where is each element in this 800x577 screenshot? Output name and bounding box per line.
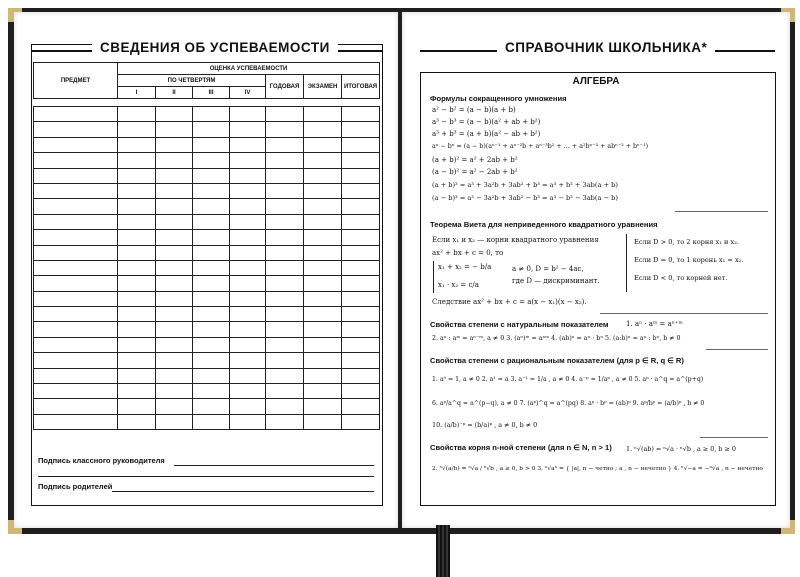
vieta-cases: Если D > 0, то 2 корня x₁ и x₂. xyxy=(634,238,739,246)
grade-cell[interactable] xyxy=(266,276,304,291)
grade-cell[interactable] xyxy=(304,337,342,352)
grade-cell[interactable] xyxy=(342,153,380,168)
grade-cell[interactable] xyxy=(230,276,266,291)
grade-cell[interactable] xyxy=(118,291,156,306)
table-row xyxy=(34,214,380,229)
grade-cell[interactable] xyxy=(342,168,380,183)
vieta-text: a ≠ 0, D = b² − 4ac, xyxy=(512,265,584,273)
grade-cell[interactable] xyxy=(193,214,230,229)
grade-cell[interactable] xyxy=(304,291,342,306)
grade-cell[interactable] xyxy=(342,245,380,260)
exam-header: ЭКЗАМЕН xyxy=(304,75,342,99)
quarter-3-header: III xyxy=(193,87,230,99)
grade-cell[interactable] xyxy=(193,291,230,306)
grade-cell[interactable] xyxy=(193,122,230,137)
grade-cell[interactable] xyxy=(342,260,380,275)
table-row xyxy=(34,368,380,383)
grade-cell[interactable] xyxy=(342,137,380,152)
grade-cell[interactable] xyxy=(342,214,380,229)
table-row xyxy=(34,230,380,245)
grade-cell[interactable] xyxy=(266,368,304,383)
grade-cell[interactable] xyxy=(156,153,193,168)
table-row xyxy=(34,153,380,168)
grade-cell[interactable] xyxy=(342,199,380,214)
grade-cell[interactable] xyxy=(118,307,156,322)
grade-cell[interactable] xyxy=(156,353,193,368)
grade-cell[interactable] xyxy=(118,107,156,122)
subject-cell[interactable] xyxy=(34,291,118,306)
grade-cell[interactable] xyxy=(230,199,266,214)
grade-cell[interactable] xyxy=(156,107,193,122)
rational-power-rules: 6. aᵖ/a^q = a^(p−q), a ≠ 0 7. (aᵖ)^q = a^(pq) 8. aᵖ · bᵖ = (ab)ᵖ 9. aᵖ/bᵖ = (a/b)ᵖ , b ≠ 0 xyxy=(432,400,705,407)
grade-cell[interactable] xyxy=(230,245,266,260)
formula-line: (a − b)² = a² − 2ab + b² xyxy=(432,168,518,176)
section-divider xyxy=(600,313,768,314)
subject-cell[interactable] xyxy=(34,384,118,399)
quarter-2-header: II xyxy=(156,87,193,99)
grade-cell[interactable] xyxy=(230,307,266,322)
grade-cell[interactable] xyxy=(304,384,342,399)
vieta-text: ax² + bx + c = 0, то xyxy=(432,249,504,257)
grade-cell[interactable] xyxy=(230,337,266,352)
grade-cell[interactable] xyxy=(118,399,156,414)
subject-cell[interactable] xyxy=(34,183,118,198)
annual-header: ГОДОВАЯ xyxy=(266,75,304,99)
grade-cell[interactable] xyxy=(193,199,230,214)
subject-cell[interactable] xyxy=(34,230,118,245)
grade-cell[interactable] xyxy=(156,276,193,291)
formula-line: a³ − b³ = (a − b)(a² + ab + b²) xyxy=(432,118,541,126)
grade-cell[interactable] xyxy=(156,230,193,245)
teacher-signature-label: Подпись классного руководителя xyxy=(38,456,165,465)
subject-header: ПРЕДМЕТ xyxy=(34,63,118,99)
subject-cell[interactable] xyxy=(34,276,118,291)
grade-cell[interactable] xyxy=(193,137,230,152)
subject-cell[interactable] xyxy=(34,107,118,122)
grade-cell[interactable] xyxy=(193,337,230,352)
vieta-text: x₁ + x₂ = − b/a xyxy=(438,263,492,271)
grade-cell[interactable] xyxy=(156,214,193,229)
grade-cell[interactable] xyxy=(118,183,156,198)
grade-cell[interactable] xyxy=(230,414,266,429)
grade-cell[interactable] xyxy=(266,245,304,260)
grade-cell[interactable] xyxy=(342,353,380,368)
grade-cell[interactable] xyxy=(156,137,193,152)
quarter-1-header: I xyxy=(118,87,156,99)
table-row xyxy=(34,183,380,198)
grade-cell[interactable] xyxy=(304,230,342,245)
divider-vertical xyxy=(626,234,627,292)
system-brace xyxy=(433,261,434,293)
grade-cell[interactable] xyxy=(118,245,156,260)
grade-cell[interactable] xyxy=(118,414,156,429)
subject-cell[interactable] xyxy=(34,307,118,322)
grade-cell[interactable] xyxy=(342,107,380,122)
grade-cell[interactable] xyxy=(193,107,230,122)
grade-cell[interactable] xyxy=(230,322,266,337)
grade-cell[interactable] xyxy=(342,322,380,337)
section-divider xyxy=(706,349,768,350)
table-row xyxy=(34,245,380,260)
vieta-cases: Если D = 0, то 1 корень x₁ = x₂. xyxy=(634,256,744,264)
subject-cell[interactable] xyxy=(34,214,118,229)
grade-cell[interactable] xyxy=(230,353,266,368)
grade-cell[interactable] xyxy=(304,353,342,368)
grade-cell[interactable] xyxy=(193,260,230,275)
subject-cell[interactable] xyxy=(34,414,118,429)
subject-cell[interactable] xyxy=(34,153,118,168)
grade-cell[interactable] xyxy=(156,322,193,337)
vieta-heading: Теорема Виета для неприведенного квадратного уравнения xyxy=(430,220,658,229)
grade-cell[interactable] xyxy=(118,353,156,368)
grade-cell[interactable] xyxy=(193,153,230,168)
grade-cell[interactable] xyxy=(156,245,193,260)
subject-cell[interactable] xyxy=(34,137,118,152)
grade-cell[interactable] xyxy=(230,214,266,229)
vieta-cases: Если D < 0, то корней нет. xyxy=(634,274,728,282)
formula-line: (a − b)³ = a³ − 3a²b + 3ab² − b³ = a³ − b³ − 3ab(a − b) xyxy=(432,194,618,202)
grade-cell[interactable] xyxy=(118,122,156,137)
vieta-text: Следствие ax² + bx + c = a(x − x₁)(x − x₂). xyxy=(432,298,587,306)
table-row xyxy=(34,107,380,122)
grade-cell[interactable] xyxy=(118,384,156,399)
quarters-header: ПО ЧЕТВЕРТЯМ xyxy=(118,75,266,87)
grade-cell[interactable] xyxy=(230,153,266,168)
grade-cell[interactable] xyxy=(266,353,304,368)
grade-cell[interactable] xyxy=(118,137,156,152)
grade-cell[interactable] xyxy=(156,260,193,275)
grade-cell[interactable] xyxy=(193,168,230,183)
grade-cell[interactable] xyxy=(304,322,342,337)
grade-cell[interactable] xyxy=(193,307,230,322)
table-spacer xyxy=(34,99,380,107)
table-row xyxy=(34,322,380,337)
grade-cell[interactable] xyxy=(304,168,342,183)
grade-cell[interactable] xyxy=(156,183,193,198)
grade-cell[interactable] xyxy=(266,307,304,322)
grade-cell[interactable] xyxy=(230,260,266,275)
vieta-text: Если x₁ и x₂ — корни квадратного уравнения xyxy=(432,236,599,244)
subject-cell[interactable] xyxy=(34,337,118,352)
grade-cell[interactable] xyxy=(118,260,156,275)
table-row xyxy=(34,260,380,275)
grade-cell[interactable] xyxy=(230,183,266,198)
grade-cell[interactable] xyxy=(156,384,193,399)
grade-cell[interactable] xyxy=(266,183,304,198)
grade-cell[interactable] xyxy=(193,245,230,260)
natural-power-heading: Свойства степени с натуральным показателем xyxy=(430,320,609,329)
grade-cell[interactable] xyxy=(342,414,380,429)
grade-cell[interactable] xyxy=(193,368,230,383)
root-heading: Свойства корня n-ной степени (для n ∈ N, n > 1) xyxy=(430,443,612,452)
grade-cell[interactable] xyxy=(342,368,380,383)
grade-cell[interactable] xyxy=(230,107,266,122)
grade-cell[interactable] xyxy=(266,230,304,245)
grade-cell[interactable] xyxy=(342,183,380,198)
grade-cell[interactable] xyxy=(266,214,304,229)
page-title: СПРАВОЧНИК ШКОЛЬНИКА* xyxy=(497,40,715,55)
table-row xyxy=(34,122,380,137)
grade-cell[interactable] xyxy=(193,276,230,291)
grade-cell[interactable] xyxy=(193,322,230,337)
formula-line: (a + b)² = a² + 2ab + b² xyxy=(432,156,518,164)
grade-cell[interactable] xyxy=(118,276,156,291)
grade-cell[interactable] xyxy=(342,122,380,137)
grade-cell[interactable] xyxy=(156,399,193,414)
grade-cell[interactable] xyxy=(266,168,304,183)
grade-cell[interactable] xyxy=(304,260,342,275)
table-row xyxy=(34,307,380,322)
grade-cell[interactable] xyxy=(230,168,266,183)
section-divider xyxy=(700,437,768,438)
formula-line: a² − b² = (a − b)(a + b) xyxy=(432,106,516,114)
grade-cell[interactable] xyxy=(266,260,304,275)
grade-cell[interactable] xyxy=(118,199,156,214)
grade-cell[interactable] xyxy=(266,122,304,137)
grades-table xyxy=(33,62,380,430)
subject-cell[interactable] xyxy=(34,122,118,137)
formula-line: aⁿ − bⁿ = (a − b)(aⁿ⁻¹ + aⁿ⁻²b + aⁿ⁻³b² + … + a²bⁿ⁻³ + abⁿ⁻² + bⁿ⁻¹) xyxy=(432,143,649,150)
parents-signature-label: Подпись родителей xyxy=(38,482,113,491)
subject-cell[interactable] xyxy=(34,168,118,183)
table-row xyxy=(34,137,380,152)
table-row xyxy=(34,399,380,414)
table-row xyxy=(34,353,380,368)
grade-cell[interactable] xyxy=(193,399,230,414)
grade-cell[interactable] xyxy=(156,122,193,137)
quarter-4-header: IV xyxy=(230,87,266,99)
grade-cell[interactable] xyxy=(304,245,342,260)
grade-cell[interactable] xyxy=(230,384,266,399)
grade-cell[interactable] xyxy=(266,107,304,122)
root-rules: 1. ⁿ√(ab) = ⁿ√a · ⁿ√b , a ≥ 0, b ≥ 0 xyxy=(626,445,736,453)
grade-cell[interactable] xyxy=(156,414,193,429)
grade-cell[interactable] xyxy=(193,183,230,198)
grade-cell[interactable] xyxy=(342,399,380,414)
section-divider xyxy=(675,211,768,212)
grade-cell[interactable] xyxy=(304,276,342,291)
rational-power-rules: 10. (a/b)⁻ᵖ = (b/a)ᵖ , a ≠ 0, b ≠ 0 xyxy=(432,421,538,429)
table-row xyxy=(34,414,380,429)
grade-cell[interactable] xyxy=(118,214,156,229)
grade-cell[interactable] xyxy=(230,368,266,383)
grade-cell[interactable] xyxy=(304,107,342,122)
grade-cell[interactable] xyxy=(266,153,304,168)
root-rules: 2. ⁿ√(a/b) = ⁿ√a / ⁿ√b , a ≥ 0, b > 0 3. ⁿ√aⁿ = { |a|, n − четно ; a , n − нечетно } 4. ⁿ√−a = −ⁿ√a , n − нечетно xyxy=(432,466,763,472)
vieta-text: x₁ · x₂ = c/a xyxy=(438,281,479,289)
table-row xyxy=(34,337,380,352)
grade-cell[interactable] xyxy=(156,307,193,322)
page-title: СВЕДЕНИЯ ОБ УСПЕВАЕМОСТИ xyxy=(92,40,338,55)
grade-cell[interactable] xyxy=(342,230,380,245)
grade-cell[interactable] xyxy=(118,322,156,337)
grades-header: ОЦЕНКА УСПЕВАЕМОСТИ xyxy=(118,63,380,75)
grade-cell[interactable] xyxy=(193,384,230,399)
grade-cell[interactable] xyxy=(266,337,304,352)
grade-cell[interactable] xyxy=(193,353,230,368)
grade-cell[interactable] xyxy=(304,153,342,168)
grade-cell[interactable] xyxy=(304,414,342,429)
grade-cell[interactable] xyxy=(304,368,342,383)
grade-cell[interactable] xyxy=(266,199,304,214)
grade-cell[interactable] xyxy=(156,199,193,214)
grade-cell[interactable] xyxy=(304,307,342,322)
grade-cell[interactable] xyxy=(156,368,193,383)
grade-cell[interactable] xyxy=(230,230,266,245)
section-title: АЛГЕБРА xyxy=(572,76,620,87)
subject-cell[interactable] xyxy=(34,399,118,414)
grade-cell[interactable] xyxy=(230,291,266,306)
natural-power-rules: 2. aⁿ : aᵐ = aⁿ⁻ᵐ, a ≠ 0 3. (aⁿ)ᵐ = aⁿᵐ 4. (ab)ⁿ = aⁿ · bⁿ 5. (a:b)ⁿ = aⁿ : bⁿ, b ≠ 0 xyxy=(432,335,681,342)
teacher-signature-line[interactable] xyxy=(174,465,374,466)
grade-cell[interactable] xyxy=(118,230,156,245)
grade-cell[interactable] xyxy=(230,399,266,414)
formula-line: (a + b)³ = a³ + 3a²b + 3ab² + b³ = a³ + b³ + 3ab(a + b) xyxy=(432,181,618,189)
grade-cell[interactable] xyxy=(266,322,304,337)
parents-signature-line[interactable] xyxy=(112,491,374,492)
rational-power-heading: Свойства степени с рациональным показателем (для p ∈ R, q ∈ R) xyxy=(430,356,684,365)
grade-cell[interactable] xyxy=(342,337,380,352)
grade-cell[interactable] xyxy=(193,414,230,429)
table-row xyxy=(34,168,380,183)
grade-cell[interactable] xyxy=(266,384,304,399)
grade-cell[interactable] xyxy=(266,291,304,306)
grade-cell[interactable] xyxy=(118,368,156,383)
grade-cell[interactable] xyxy=(193,230,230,245)
grade-cell[interactable] xyxy=(304,137,342,152)
grade-cell[interactable] xyxy=(304,399,342,414)
subject-cell[interactable] xyxy=(34,199,118,214)
left-page xyxy=(14,12,398,528)
final-header: ИТОГОВАЯ xyxy=(342,75,380,99)
grade-cell[interactable] xyxy=(266,414,304,429)
subject-cell[interactable] xyxy=(34,245,118,260)
grade-cell[interactable] xyxy=(342,307,380,322)
grade-cell[interactable] xyxy=(266,137,304,152)
table-row xyxy=(34,384,380,399)
grade-cell[interactable] xyxy=(342,276,380,291)
grade-cell[interactable] xyxy=(156,168,193,183)
rational-power-rules: 1. a⁰ = 1, a ≠ 0 2. a¹ = a 3. a⁻¹ = 1/a , a ≠ 0 4. a⁻ᵖ = 1/aᵖ , a ≠ 0 5. aᵖ · a^q = a^(p+q) xyxy=(432,376,704,383)
grade-cell[interactable] xyxy=(156,291,193,306)
grade-cell[interactable] xyxy=(342,291,380,306)
grade-cell[interactable] xyxy=(304,214,342,229)
grade-cell[interactable] xyxy=(230,137,266,152)
grade-cell[interactable] xyxy=(156,337,193,352)
natural-power-rule: 1. aⁿ · aᵐ = aⁿ⁺ᵐ xyxy=(626,320,683,328)
grade-cell[interactable] xyxy=(118,168,156,183)
table-row xyxy=(34,276,380,291)
grade-cell[interactable] xyxy=(266,399,304,414)
grade-cell[interactable] xyxy=(230,122,266,137)
subject-cell[interactable] xyxy=(34,260,118,275)
subject-cell[interactable] xyxy=(34,322,118,337)
grade-cell[interactable] xyxy=(118,337,156,352)
subject-cell[interactable] xyxy=(34,368,118,383)
subject-cell[interactable] xyxy=(34,353,118,368)
bookmark-ribbon[interactable] xyxy=(436,525,450,577)
table-row xyxy=(34,199,380,214)
grade-cell[interactable] xyxy=(304,122,342,137)
formula-line: a³ + b³ = (a + b)(a² − ab + b²) xyxy=(432,130,541,138)
grade-cell[interactable] xyxy=(304,199,342,214)
grade-cell[interactable] xyxy=(304,183,342,198)
teacher-signature-line-2[interactable] xyxy=(38,476,374,477)
grade-cell[interactable] xyxy=(342,384,380,399)
table-row xyxy=(34,291,380,306)
formulas-heading: Формулы сокращенного умножения xyxy=(430,94,567,103)
grade-cell[interactable] xyxy=(118,153,156,168)
vieta-text: где D — дискриминант. xyxy=(512,277,600,285)
